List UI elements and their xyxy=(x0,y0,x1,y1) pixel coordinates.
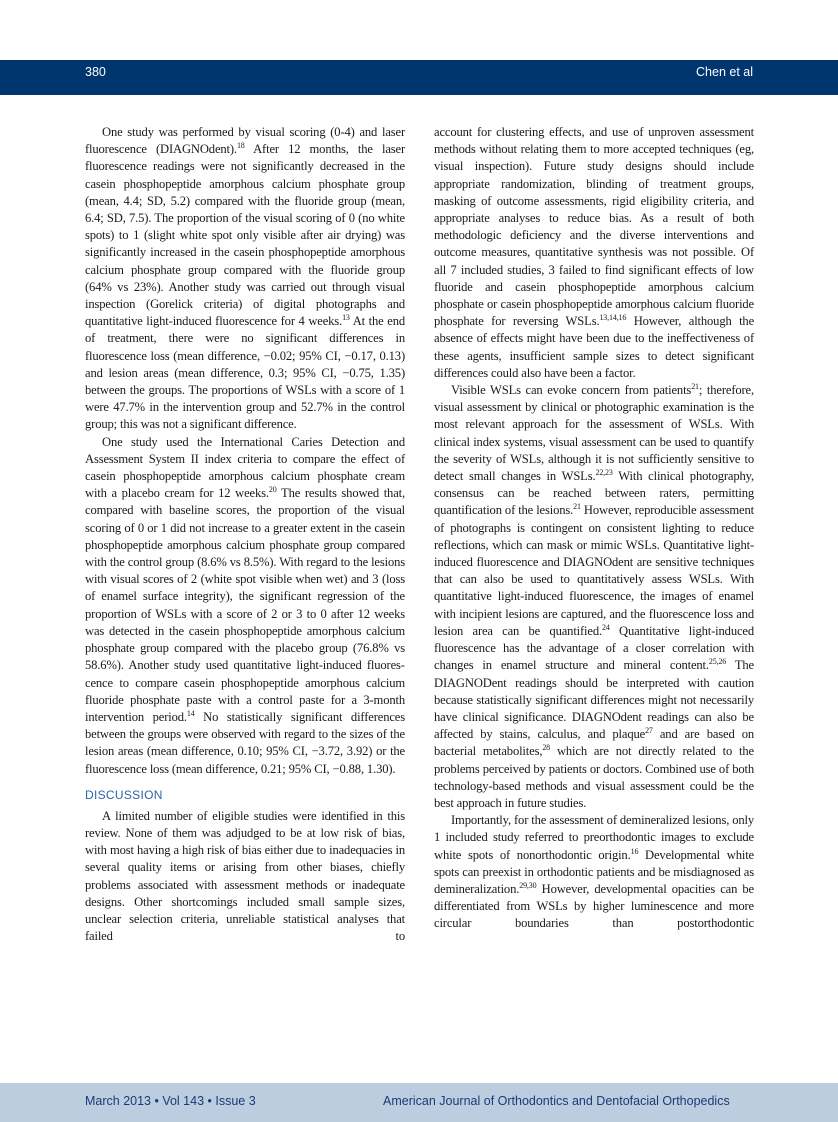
text-run: ; therefore, visual assessment by clinical or photographic examination is the most relevant approach for the assessment of WSLs. With clinical index systems, visual assessment can be used to quantify the severity of WSLs, although it is not sufficiently sensitive to detect small changes in WSLs. xyxy=(434,383,754,484)
journal-name: American Journal of Orthodontics and Dentofacial Orthopedics xyxy=(383,1094,730,1108)
citation-superscript: 18 xyxy=(236,141,245,151)
text-run: At the end of treatment, there were no significant differences in fluorescence loss (mean difference, −0.02; 95% CI, −0.17, 0.13) and lesion areas (mean difference, 0.3; 95% CI, −0.75, 1.35) between the groups. The proportions of WSLs with a score of 1 were 47.7% in the intervention group and 52.7% in the control group; this was not a significant difference. xyxy=(85,314,405,432)
text-run: No statistically significant differences between the groups were observed with regard to the sizes of the lesion areas (mean difference, 0.10; 95% CI, −3.72, 3.92) or the fluorescence loss (mean difference, 0.21; 95% CI, −0.88, 1.30). xyxy=(85,709,405,776)
text-run: Quantitative light-induced fluorescence has the advantage of a closer correlation with changes in enamel structure and mineral content. xyxy=(434,623,754,673)
text-run: However, although the absence of effects might have been due to the ineffectiveness of these agents, insufficient sample sizes to detect significant differences could also have been a factor. xyxy=(434,314,755,380)
citation-superscript: 24 xyxy=(602,622,610,632)
citation-superscript: 29,30 xyxy=(519,880,537,890)
text-run: After 12 months, the laser fluorescence readings were not significantly decreased in the casein phosphopeptide amorphous calcium phosphate group (mean, 4.4; SD, 5.2) compared with the fluoride group (mean, 6.4; SD, 7.5). The proportion of the visual scoring of 0 (no white spots) to 1 (slight white spot only visible after air drying) was significantly increased in the casein phosphopeptide amorphous calcium phosphate group compared with the fluoride group (64% vs 23%). Another study was carried out through visual inspection (Gorelick criteria) of digital photographs and quantitative light-induced fluorescence for 4 weeks. xyxy=(85,142,406,329)
paragraph xyxy=(434,382,754,812)
citation-superscript: 22,23 xyxy=(595,468,613,478)
text-run: Visible WSLs can evoke concern from patients xyxy=(451,383,692,398)
page-number: 380 xyxy=(85,65,106,79)
citation-superscript: 28 xyxy=(542,743,551,753)
text-run: A limited number of eligible studies were identified in this review. None of them was adjudged to be at low risk of bias, with most having a high risk of bias either due to inadequacies in several quality items or arising from other biases, chiefly problems associated with assessment methods or inadequate designs. Other shortcomings included small sample sizes, unclear selection criteria, unreliable statistical analyses that failed to xyxy=(85,808,405,944)
paragraph-continued xyxy=(434,124,754,382)
citation-superscript: 21 xyxy=(691,382,699,392)
issue-info: March 2013 • Vol 143 • Issue 3 xyxy=(85,1094,256,1108)
citation-superscript: 27 xyxy=(645,726,653,736)
citation-superscript: 25,26 xyxy=(708,657,727,667)
citation-superscript: 21 xyxy=(573,502,581,512)
text-run: and are based on bacterial metabolites, xyxy=(434,727,754,759)
text-run: The DIAGNODent readings should be interpreted with caution because statistically significant differences might not necessarily have clinical significance. DIAGNOdent readings can also be affected by stains, calculus, and plaque xyxy=(434,658,754,742)
citation-superscript: 20 xyxy=(268,485,277,495)
running-footer xyxy=(0,1083,838,1122)
text-run: However, reproducible assessment of photographs is contingent on consistent lighting to reduce reflections, which can mask or mimic WSLs. Quantitative light-induced fluorescence and DIAGNOdent are sensitive techniques that can also be used to quantitatively assess WSLs. With quantitative light-induced fluorescence, the images of enamel with incipient lesions are captured, and the fluorescence loss and lesion area can be quantified. xyxy=(434,503,754,638)
text-run: Importantly, for the assessment of demineralized lesions, only 1 included study referred to preorthodontic images to exclude white spots of nonorthodontic origin. xyxy=(434,813,754,862)
text-run: With clinical photography, consensus can be reached between raters, permitting quantification of the lesions. xyxy=(434,469,754,518)
citation-superscript: 13 xyxy=(342,313,350,323)
text-run: One study was performed by visual scoring (0-4) and laser fluorescence (DIAGNOdent). xyxy=(85,125,405,157)
citation-superscript: 14 xyxy=(186,708,195,718)
running-header xyxy=(0,60,838,95)
running-head-authors: Chen et al xyxy=(696,65,753,79)
text-run: One study used the International Caries Detection and Assessment System II index criteria to compare the effect of casein phosphopeptide amorphous calcium phosphate cream with a placebo cream for 12 weeks. xyxy=(85,434,405,501)
left-column xyxy=(85,124,405,945)
citation-superscript: 13,14,16 xyxy=(599,313,627,323)
text-run: The results showed that, compared with baseline scores, the proportion of the visual scoring of 0 or 1 did not increase to a greater extent in the casein phosphopeptide amorphous calcium phosphate group compared with the control group (8.6% vs 8.5%). With regard to the lesions with visual scores of 2 (white spot visible when wet) and 3 (loss of enamel surface integrity), the significant regression of the proportion of WSLs with a score of 2 or 3 to 0 after 12 weeks was detected in the casein phosphopeptide amorphous calcium phosphate group compared with the placebo group (76.8% vs 58.6%). Another study used quantitative light-induced fluorescence to compare casein phosphopeptide amorphous calcium fluoride phosphate paste with a control paste for a 3-month intervention period. xyxy=(85,486,405,724)
right-column xyxy=(434,124,754,933)
section-heading-discussion: DISCUSSION xyxy=(85,787,163,802)
text-run: Developmental white spots can preexist in orthodontic patients and be misdiagnosed as demineralization. xyxy=(434,847,755,896)
paragraph xyxy=(85,434,405,778)
citation-superscript: 16 xyxy=(630,846,639,856)
text-run: However, developmental opacities can be differentiated from WSLs by higher luminescence and more circular boundaries than postorthodontic xyxy=(434,881,754,931)
paragraph xyxy=(85,124,405,434)
paragraph xyxy=(85,808,405,946)
text-run: which are not directly related to the problems perceived by patients or doctors. Combined use of both technology-based methods and visual assessment could be the best approach in future studies. xyxy=(434,744,754,810)
paragraph xyxy=(434,812,754,932)
text-run: account for clustering effects, and use of unproven assessment methods without relating them to more accepted techniques (eg, visual inspection). Future study designs should include appropriate randomization, blinding of treatment groups, masking of outcome assessments, rigid eligibility criteria, and appropriate analyses to reduce bias. As a result of both methodologic deficiency and the diverse interventions and outcome measures, quantitative synthesis was not possible. Of all 7 included studies, 3 failed to find significant effects of low fluoride and casein phosphopeptide amorphous calcium phosphate or casein phosphopeptide amorphous calcium fluoride phosphate for reversing WSLs. xyxy=(434,125,754,329)
